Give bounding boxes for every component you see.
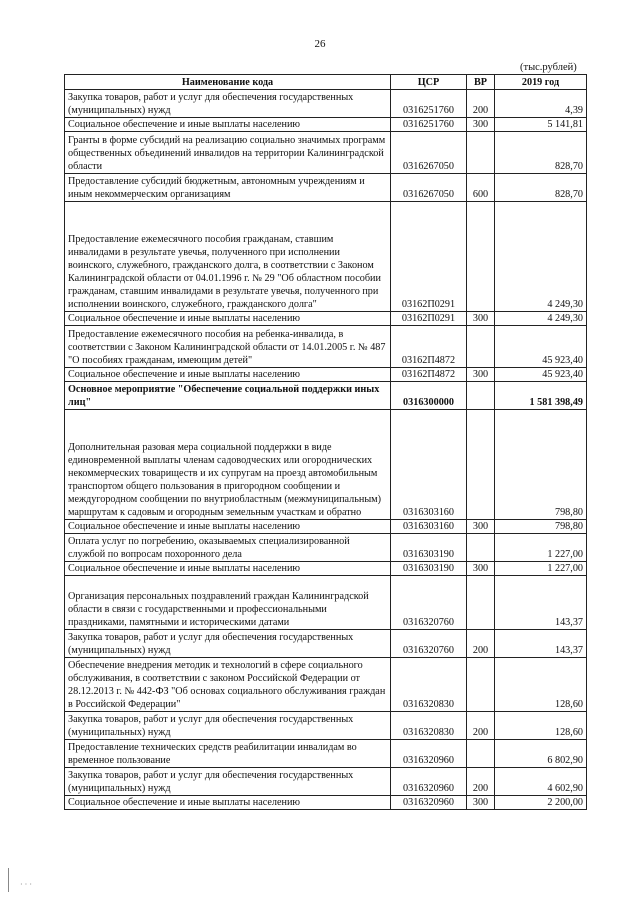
table-row — [65, 562, 587, 576]
row-vr-cell — [467, 740, 495, 768]
row-sum-cell: 828,70 — [495, 132, 587, 174]
table-header-row — [65, 75, 587, 90]
row-vr-cell — [467, 534, 495, 562]
row-name-cell: Обеспечение внедрения методик и технологий в сфере социального обслуживания, в соответствии с законом Российской Федерации от 28.12.2013 г. № 442-ФЗ "Об основах социального обслуживания граждан в Российской Федерации" — [65, 658, 391, 712]
row-vr-cell — [467, 658, 495, 712]
row-vr-cell: 600 — [467, 174, 495, 202]
row-sum-cell: 828,70 — [495, 174, 587, 202]
row-csr-cell: 03162П0291 — [391, 202, 467, 312]
table-row — [65, 202, 587, 312]
table-body — [65, 90, 587, 810]
row-csr-cell: 0316303160 — [391, 410, 467, 520]
row-name-cell: Гранты в форме субсидий на реализацию социально значимых программ общественных объединений инвалидов на территории Калининградской области — [65, 132, 391, 174]
row-vr-cell — [467, 326, 495, 368]
row-sum-cell: 45 923,40 — [495, 326, 587, 368]
row-sum-cell: 1 581 398,49 — [495, 382, 587, 410]
table-row — [65, 796, 587, 810]
table-row — [65, 740, 587, 768]
row-csr-cell: 0316303190 — [391, 562, 467, 576]
row-csr-cell: 0316320830 — [391, 658, 467, 712]
table-row — [65, 368, 587, 382]
row-vr-cell: 300 — [467, 796, 495, 810]
row-name-cell: Организация персональных поздравлений граждан Калининградской области в связи с государственными и профессиональными праздниками, памятными и историческими датами — [65, 576, 391, 630]
row-name-cell: Предоставление технических средств реабилитации инвалидам во временное пользование — [65, 740, 391, 768]
row-vr-cell — [467, 410, 495, 520]
row-name-cell: Социальное обеспечение и иные выплаты населению — [65, 118, 391, 132]
row-sum-cell: 143,37 — [495, 630, 587, 658]
row-name-cell: Закупка товаров, работ и услуг для обеспечения государственных (муниципальных) нужд — [65, 90, 391, 118]
row-name-cell: Закупка товаров, работ и услуг для обеспечения государственных (муниципальных) нужд — [65, 768, 391, 796]
row-name-cell: Социальное обеспечение и иные выплаты населению — [65, 312, 391, 326]
row-name-cell: Дополнительная разовая мера социальной поддержки в виде единовременной выплаты членам садоводческих или огороднических некоммерческих товариществ и их супругам на проезд автомобильным транспортом общего пользования в пригородном сообщении и междугородном сообщении по внутриобластным (межмуниципальным) маршрутам к садовым и огородным земельным участкам и обратно — [65, 410, 391, 520]
table-row — [65, 410, 587, 520]
page-number: 26 — [314, 38, 326, 50]
row-name-cell: Оплата услуг по погребению, оказываемых специализированной службой по вопросам похоронного дела — [65, 534, 391, 562]
row-csr-cell: 0316320760 — [391, 630, 467, 658]
table-row — [65, 630, 587, 658]
table-row — [65, 576, 587, 630]
table-row — [65, 90, 587, 118]
row-csr-cell: 0316320760 — [391, 576, 467, 630]
row-sum-cell: 4 602,90 — [495, 768, 587, 796]
row-sum-cell: 128,60 — [495, 712, 587, 740]
row-csr-cell: 0316320960 — [391, 740, 467, 768]
row-vr-cell — [467, 382, 495, 410]
row-sum-cell: 45 923,40 — [495, 368, 587, 382]
row-vr-cell: 200 — [467, 630, 495, 658]
row-vr-cell — [467, 132, 495, 174]
row-vr-cell — [467, 202, 495, 312]
row-name-cell: Закупка товаров, работ и услуг для обеспечения государственных (муниципальных) нужд — [65, 712, 391, 740]
row-csr-cell: 0316320960 — [391, 768, 467, 796]
row-name-cell: Социальное обеспечение и иные выплаты населению — [65, 368, 391, 382]
row-name-cell: Основное мероприятие "Обеспечение социальной поддержки иных лиц" — [65, 382, 391, 410]
row-csr-cell: 03162П4872 — [391, 368, 467, 382]
table-row — [65, 382, 587, 410]
row-csr-cell: 0316303160 — [391, 520, 467, 534]
row-sum-cell: 4 249,30 — [495, 312, 587, 326]
row-vr-cell: 300 — [467, 118, 495, 132]
row-name-cell: Закупка товаров, работ и услуг для обеспечения государственных (муниципальных) нужд — [65, 630, 391, 658]
row-csr-cell: 0316300000 — [391, 382, 467, 410]
row-sum-cell: 1 227,00 — [495, 562, 587, 576]
row-vr-cell: 300 — [467, 368, 495, 382]
row-name-cell: Социальное обеспечение и иные выплаты населению — [65, 562, 391, 576]
row-sum-cell: 798,80 — [495, 410, 587, 520]
table-row — [65, 768, 587, 796]
header-year: 2019 год — [495, 75, 587, 90]
row-name-cell: Предоставление ежемесячного пособия на ребенка-инвалида, в соответствии с Законом Калининградской области от 14.01.2005 г. № 487 "О пособиях гражданам, имеющим детей" — [65, 326, 391, 368]
row-csr-cell: 03162П4872 — [391, 326, 467, 368]
table-row — [65, 312, 587, 326]
table-row — [65, 174, 587, 202]
margin-dots: · · · — [20, 880, 32, 889]
row-sum-cell: 4,39 — [495, 90, 587, 118]
row-sum-cell: 6 802,90 — [495, 740, 587, 768]
row-name-cell: Предоставление ежемесячного пособия гражданам, ставшим инвалидами в результате увечья, полученного при исполнении воинского, служебного, гражданского долга, в соответствии с Законом Калининградской области от 04.01.1996 г. № 29 "Об областном пособии гражданам, ставшим инвалидами в результате увечья, полученного при исполнении воинского, служебного, гражданского долга" — [65, 202, 391, 312]
row-csr-cell: 0316303190 — [391, 534, 467, 562]
row-csr-cell: 0316251760 — [391, 90, 467, 118]
margin-mark — [8, 868, 9, 892]
row-sum-cell: 5 141,81 — [495, 118, 587, 132]
row-name-cell: Предоставление субсидий бюджетным, автономным учреждениям и иным некоммерческим организациям — [65, 174, 391, 202]
header-csr: ЦСР — [391, 75, 467, 90]
row-vr-cell: 300 — [467, 562, 495, 576]
row-name-cell: Социальное обеспечение и иные выплаты населению — [65, 796, 391, 810]
row-csr-cell: 0316251760 — [391, 118, 467, 132]
table-row — [65, 132, 587, 174]
units-label: (тыс.рублей) — [520, 62, 577, 73]
row-vr-cell: 200 — [467, 712, 495, 740]
row-sum-cell: 2 200,00 — [495, 796, 587, 810]
row-vr-cell: 300 — [467, 520, 495, 534]
table-row — [65, 712, 587, 740]
table-row — [65, 118, 587, 132]
header-vr: ВР — [467, 75, 495, 90]
header-name: Наименование кода — [65, 75, 391, 90]
row-vr-cell: 200 — [467, 768, 495, 796]
table-row — [65, 520, 587, 534]
row-csr-cell: 0316267050 — [391, 174, 467, 202]
row-csr-cell: 0316320830 — [391, 712, 467, 740]
row-vr-cell — [467, 576, 495, 630]
row-csr-cell: 0316267050 — [391, 132, 467, 174]
table-row — [65, 658, 587, 712]
row-csr-cell: 0316320960 — [391, 796, 467, 810]
row-sum-cell: 143,37 — [495, 576, 587, 630]
row-vr-cell: 300 — [467, 312, 495, 326]
budget-table — [64, 74, 587, 810]
row-vr-cell: 200 — [467, 90, 495, 118]
table-row — [65, 534, 587, 562]
row-csr-cell: 03162П0291 — [391, 312, 467, 326]
row-sum-cell: 4 249,30 — [495, 202, 587, 312]
row-name-cell: Социальное обеспечение и иные выплаты населению — [65, 520, 391, 534]
row-sum-cell: 798,80 — [495, 520, 587, 534]
table-row — [65, 326, 587, 368]
row-sum-cell: 128,60 — [495, 658, 587, 712]
row-sum-cell: 1 227,00 — [495, 534, 587, 562]
